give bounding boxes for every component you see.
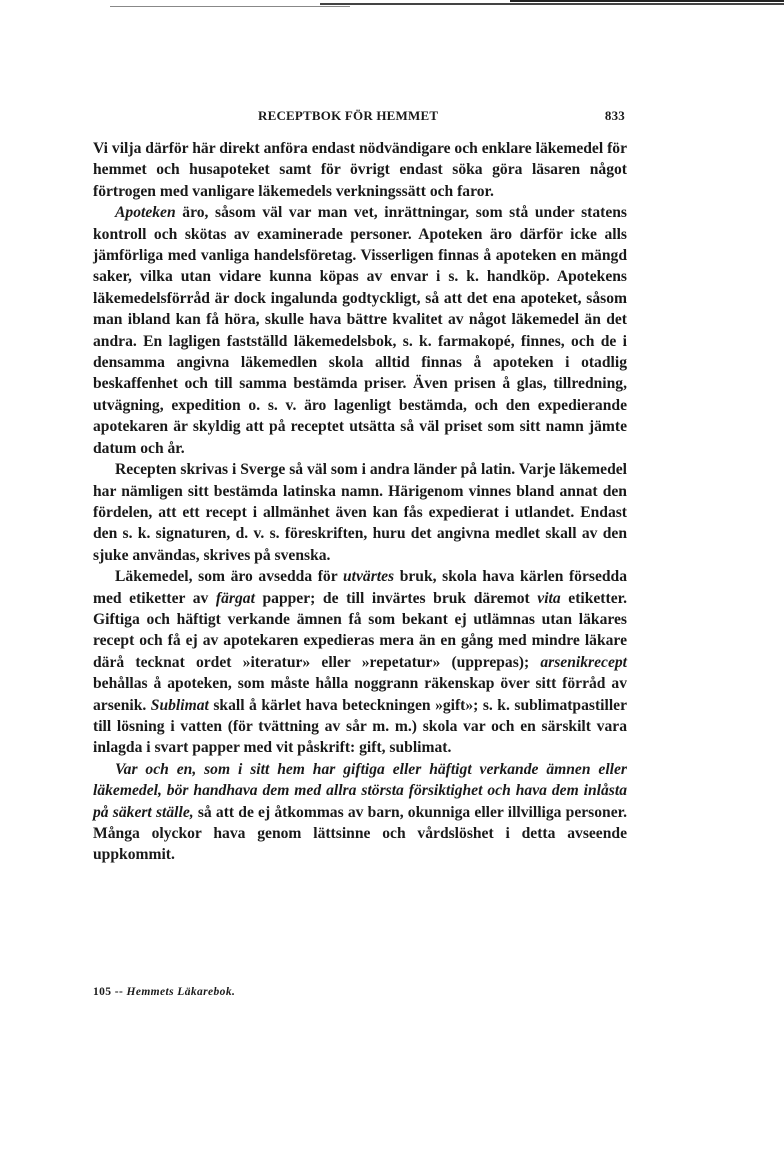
page-number: 833: [604, 108, 625, 123]
scan-edge-lines: [110, 0, 784, 10]
paragraph-4: Läkemedel, som äro avsedda för utvärtes bruk, skola hava kärlen försedda med etiketter av färgat papper; de till invärtes bruk däremot vita etiketter. Giftiga och häftigt verkande ämnen få som bekant ej utlämnas utan läkares recept och få ej av apotekaren expedieras mera än en gång med mindre läkare därå tecknat ordet »iteratur» eller »repetatur» (upprepas); arsenikrecept behållas å apoteken, som måste hålla noggrann räkenskap över sitt förråd av arsenik. Sublimat skall å kärlet hava beteckningen »gift»; s. k. sublimatpastiller till lösning i vatten (för tvättning av sår m. m.) skola var och en särskilt vara inlagda i svart papper med vit påskrift: gift, sublimat.: [93, 568, 628, 757]
paragraph-5: Var och en, som i sitt hem har giftiga eller häftigt verkande ämnen eller läkemedel, bör handhava dem med allra största försiktighet och hava dem inlåsta på säkert ställe, så att de ej åtkommas av barn, okunniga eller illvilliga personer. Många olyckor hava genom lättsinne och vårdslöshet i detta avseende uppkommit.: [93, 760, 628, 864]
emphasis-arsenikrecept: arsenikrecept: [540, 653, 627, 671]
paragraph-2: Apoteken äro, såsom väl var man vet, inrättningar, som stå under statens kontroll och skötas av examinerade personer. Apoteken äro därför icke alls jämförliga med vanliga handelsföretag. Visserligen finnas å apoteken en mängd saker, vilka utan vidare kunna köpas av envar i s. k. handköp. Apotekens läkemedelsförråd är dock ingalunda godtyckligt, så att det ena apoteket, såsom man ibland kan få höra, skulle hava bättre kvalitet av något läkemedel än det andra. En lagligen fastställd läkemedelsbok, s. k. farmakopé, finnes, och de i densamma angivna läkemedlen skola alltid finnas å apoteken i otadlig beskaffenhet och till samma bestämda priser. Även prisen å glas, tillredning, utvägning, expedition o. s. v. äro lagenligt bestämda, och den expedierande apotekaren är skyldig att på receptet utsätta så väl priset som sitt namn jämte datum och år.: [93, 204, 627, 457]
signature-footer: [93, 986, 235, 998]
body-text: [93, 138, 627, 866]
footer-book-title: Hemmets Läkarebok.: [126, 986, 236, 998]
emphasis-vita: vita: [537, 589, 561, 607]
footer-separator: --: [114, 986, 124, 998]
running-header: [93, 108, 625, 128]
paragraph-3: Recepten skrivas i Sverge så väl som i andra länder på latin. Varje läkemedel har nämligen sitt bestämda latinska namn. Härigenom vinnes bland annat den fördelen, att ett recept i allmänhet även kan fås expedierat i utlandet. Endast den s. k. signaturen, d. v. s. föreskriften, huru det angivna medlet skall av den sjuke användas, skrives på svenska.: [93, 461, 627, 564]
header-title: RECEPTBOK FÖR HEMMET: [258, 108, 439, 123]
emphasis-warning: Var och en, som i sitt hem har giftiga eller häftigt verkande ämnen eller läkemedel, bör handhava dem med allra största försiktighet och hava dem inlåsta på säkert ställe,: [93, 760, 627, 821]
emphasis-utvartes: utvärtes: [342, 568, 395, 586]
emphasis-sublimat: Sublimat: [150, 696, 209, 714]
paragraph-1: Vi vilja därför här direkt anföra endast nödvändigare och enklare läkemedel för hemmet och husapoteket samt för övrigt endast söka göra läsaren något förtrogen med vanligare läkemedels verkningssätt och faror.: [93, 140, 627, 200]
sheet-number: 105: [93, 986, 112, 998]
emphasis-fargat: färgat: [215, 589, 255, 607]
emphasis-apoteken: Apoteken: [115, 204, 176, 222]
